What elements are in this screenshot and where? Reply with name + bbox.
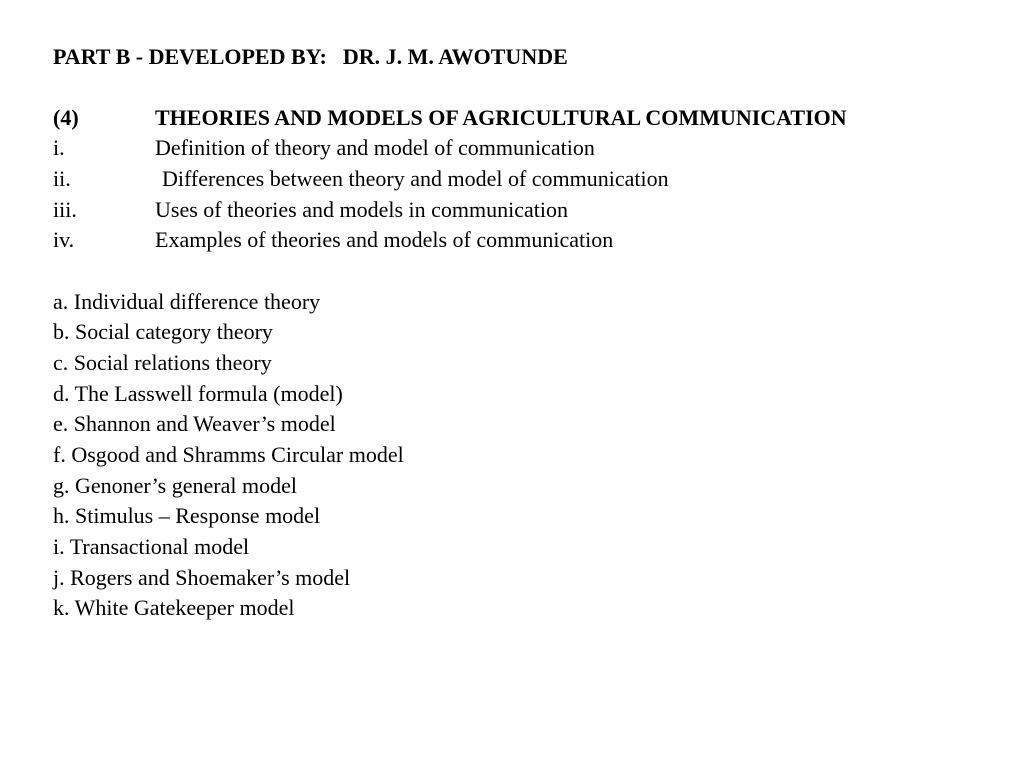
- subitem-line: [53, 134, 595, 162]
- example-list-item: f. Osgood and Shramms Circular model: [53, 442, 404, 467]
- subitem-line: [53, 226, 613, 254]
- subitem-numeral: iv.: [53, 227, 75, 252]
- example-list-item: b. Social category theory: [53, 319, 273, 344]
- section-title: THEORIES AND MODELS OF AGRICULTURAL COMMUNICATION: [155, 105, 847, 130]
- example-list-item: d. The Lasswell formula (model): [53, 381, 343, 406]
- subitem-text: Examples of theories and models of communication: [155, 227, 614, 252]
- section-title-line: [53, 104, 847, 132]
- example-list-item: i. Transactional model: [53, 534, 250, 559]
- subitem-text: Definition of theory and model of communication: [155, 135, 595, 160]
- example-list-item: k. White Gatekeeper model: [53, 595, 295, 620]
- subitem-numeral: iii.: [53, 197, 77, 222]
- subitem-numeral: i.: [53, 135, 65, 160]
- section-number: (4): [53, 105, 79, 130]
- header-line: [53, 43, 568, 71]
- author-name: DR. J. M. AWOTUNDE: [342, 44, 568, 69]
- example-list-item: e. Shannon and Weaver’s model: [53, 411, 336, 436]
- example-list-item: g. Genoner’s general model: [53, 473, 297, 498]
- subitem-line: [53, 196, 568, 224]
- example-list-item: j. Rogers and Shoemaker’s model: [53, 565, 351, 590]
- example-list-item: h. Stimulus – Response model: [53, 503, 321, 528]
- example-list-item: a. Individual difference theory: [53, 289, 321, 314]
- part-label: PART B - DEVELOPED BY:: [53, 44, 327, 69]
- subitem-text: Differences between theory and model of communication: [162, 166, 669, 191]
- subitem-line: [53, 165, 669, 193]
- example-list-item: c. Social relations theory: [53, 350, 272, 375]
- subitem-text: Uses of theories and models in communication: [155, 197, 569, 222]
- subitem-numeral: ii.: [53, 166, 71, 191]
